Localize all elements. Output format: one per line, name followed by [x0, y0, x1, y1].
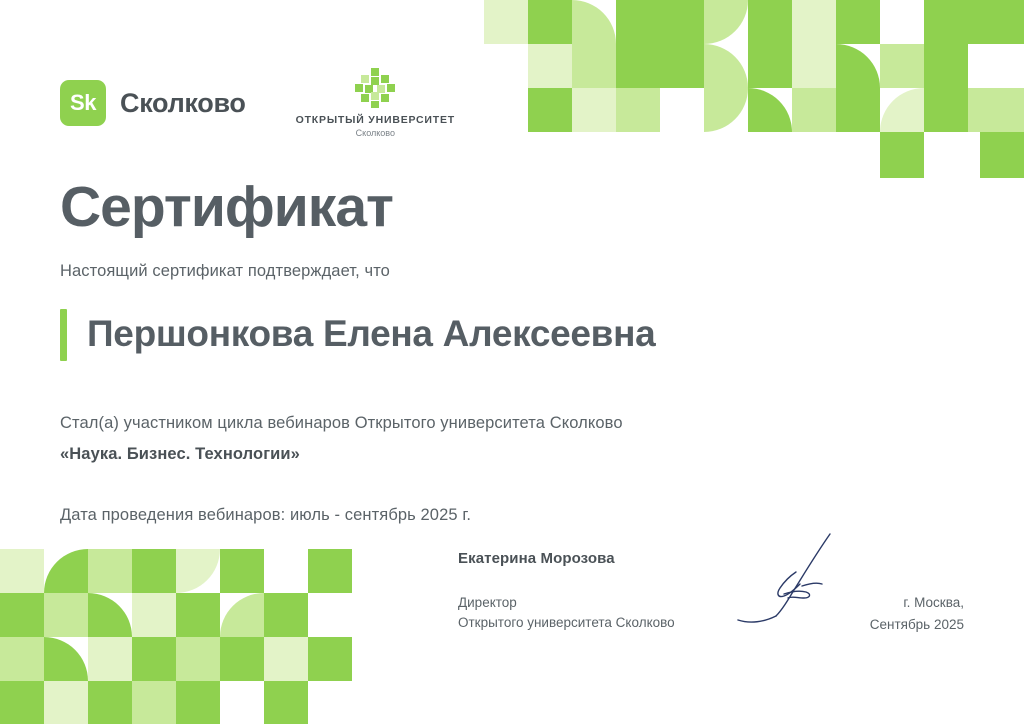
open-university-logo [296, 68, 455, 138]
logo-row [60, 68, 455, 138]
place-and-date [870, 592, 964, 635]
signatory-role [458, 593, 708, 634]
handwritten-signature-icon [718, 528, 858, 638]
signatory-role-line2: Открытого университета Сколково [458, 615, 675, 631]
signatory-name: Екатерина Морозова [458, 550, 615, 567]
certificate-subtitle: Настоящий сертификат подтверждает, что [60, 261, 390, 280]
decorative-pattern-top-right [484, 0, 1024, 178]
open-university-mark-icon [355, 68, 395, 108]
place-city: г. Москва, [903, 595, 964, 610]
skolkovo-mark-icon: Sk [60, 80, 106, 126]
skolkovo-wordmark: Сколково [120, 87, 246, 118]
skolkovo-logo [60, 80, 246, 126]
certificate-body [60, 175, 960, 525]
recipient-accent-bar [60, 309, 67, 361]
page-title: Сертификат [60, 175, 393, 239]
place-date: Сентябрь 2025 [869, 616, 964, 632]
recipient-name: Першонкова Елена Алексеевна [87, 312, 656, 354]
open-university-subtitle: Сколково [355, 128, 395, 138]
participation-line: Стал(а) участником цикла вебинаров Открытого университета Сколково [60, 414, 623, 433]
program-name: «Наука. Бизнес. Технологии» [60, 445, 300, 464]
decorative-pattern-bottom-left [0, 549, 410, 724]
recipient-row [60, 309, 960, 361]
signatory-role-line1: Директор [458, 595, 517, 610]
webinar-dates: Дата проведения вебинаров: июль - сентябрь 2025 г. [60, 506, 472, 525]
signatory-block [458, 550, 708, 634]
open-university-title: ОТКРЫТЫЙ УНИВЕРСИТЕТ [295, 114, 456, 126]
